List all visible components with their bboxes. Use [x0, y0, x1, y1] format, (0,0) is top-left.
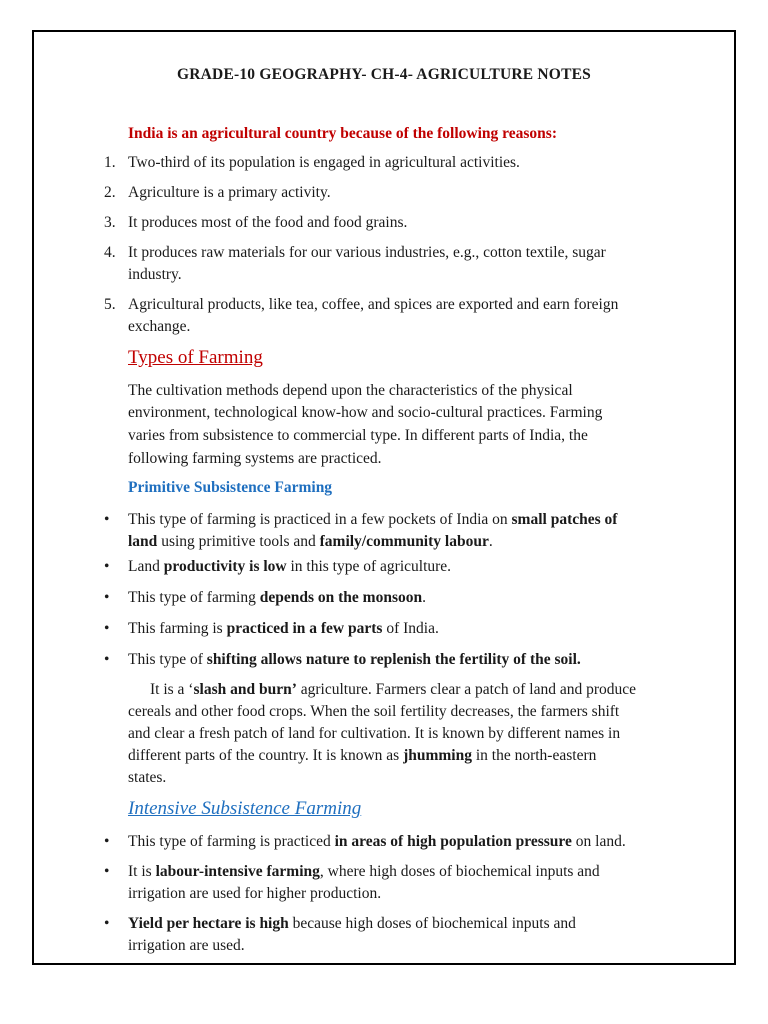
list-number: 1.: [104, 154, 116, 171]
list-item: Two-third of its population is engaged in agricultural activities.: [128, 154, 520, 171]
list-item: It produces raw materials for our various industries, e.g., cotton textile, sugar: [128, 244, 606, 261]
bullet-icon: •: [104, 511, 110, 528]
list-item-continuation: exchange.: [128, 318, 191, 335]
types-para-line: environment, technological know-how and socio-cultural practices. Farming: [128, 404, 603, 421]
primitive-heading: Primitive Subsistence Farming: [128, 479, 333, 496]
types-para-line: following farming systems are practiced.: [128, 450, 382, 467]
list-number: 2.: [104, 184, 116, 201]
list-item-continuation: industry.: [128, 266, 182, 283]
bullet-icon: •: [104, 915, 110, 932]
list-item: It is labour-intensive farming, where high doses of biochemical inputs and: [128, 863, 600, 880]
slash-para-line: and clear a fresh patch of land for cultivation. It is known by different names in: [128, 725, 621, 742]
list-item: Land productivity is low in this type of agriculture.: [128, 558, 452, 575]
list-number: 3.: [104, 214, 116, 231]
slash-para-line: It is a ‘slash and burn’ agriculture. Farmers clear a patch of land and produce: [150, 681, 636, 698]
bullet-icon: •: [104, 651, 110, 668]
bullet-icon: •: [104, 833, 110, 850]
list-item: This type of farming is practiced in a few pockets of India on small patches of: [128, 511, 618, 528]
types-para-line: varies from subsistence to commercial type. In different parts of India, the: [128, 427, 588, 444]
bullet-icon: •: [104, 558, 110, 575]
bullet-icon: •: [104, 620, 110, 637]
list-item-continuation: irrigation are used for higher production.: [128, 885, 382, 902]
list-number: 4.: [104, 244, 116, 261]
types-heading: Types of Farming: [128, 347, 263, 368]
list-item: Yield per hectare is high because high doses of biochemical inputs and: [128, 915, 576, 932]
list-item: Agriculture is a primary activity.: [128, 184, 331, 201]
intro-heading: India is an agricultural country because of the following reasons:: [128, 125, 557, 142]
slash-para-line: cereals and other food crops. When the soil fertility decreases, the farmers shift: [128, 703, 620, 720]
list-item: This type of farming depends on the monsoon.: [128, 589, 426, 606]
slash-para-line: different parts of the country. It is known as jhumming in the north-eastern: [128, 747, 597, 764]
list-item: This type of shifting allows nature to replenish the fertility of the soil.: [128, 651, 581, 668]
bullet-icon: •: [104, 863, 110, 880]
bullet-icon: •: [104, 589, 110, 606]
list-item-continuation: land using primitive tools and family/community labour.: [128, 533, 493, 550]
list-item: This type of farming is practiced in areas of high population pressure on land.: [128, 833, 626, 850]
intensive-heading: Intensive Subsistence Farming: [128, 798, 362, 819]
list-item: This farming is practiced in a few parts of India.: [128, 620, 439, 637]
list-number: 5.: [104, 296, 116, 313]
types-para-line: The cultivation methods depend upon the characteristics of the physical: [128, 382, 573, 399]
list-item: Agricultural products, like tea, coffee, and spices are exported and earn foreign: [128, 296, 619, 313]
page-title: GRADE-10 GEOGRAPHY- CH-4- AGRICULTURE NOTES: [177, 66, 591, 83]
list-item-continuation: irrigation are used.: [128, 937, 245, 954]
list-item: It produces most of the food and food grains.: [128, 214, 408, 231]
slash-para-line: states.: [128, 769, 167, 786]
